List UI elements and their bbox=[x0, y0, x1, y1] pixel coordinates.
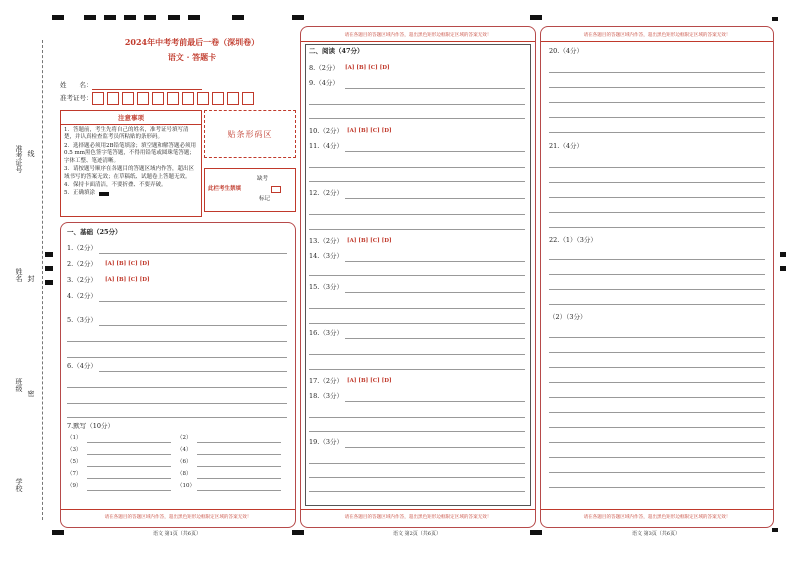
notice-box bbox=[60, 110, 202, 217]
binding-line bbox=[42, 40, 43, 520]
blank-line[interactable] bbox=[87, 490, 171, 491]
question-20: 20.（4分） bbox=[549, 47, 583, 55]
absent-box bbox=[204, 168, 296, 212]
answer-line[interactable] bbox=[345, 447, 525, 448]
filled-sample bbox=[99, 192, 109, 196]
question-16: 16.（3分） bbox=[309, 329, 343, 337]
blank-line[interactable] bbox=[197, 466, 281, 467]
blank-line[interactable] bbox=[197, 442, 281, 443]
question-13: 13.（2分） bbox=[309, 237, 343, 245]
timing-mark bbox=[45, 252, 53, 257]
answer-line[interactable] bbox=[549, 167, 765, 168]
answer-line[interactable] bbox=[67, 387, 287, 388]
answer-line[interactable] bbox=[549, 227, 765, 228]
answer-line[interactable] bbox=[549, 472, 765, 473]
divider bbox=[301, 509, 535, 510]
answer-line[interactable] bbox=[345, 261, 525, 262]
blank-label: （1） bbox=[67, 435, 82, 441]
answer-line[interactable] bbox=[549, 412, 765, 413]
blank-label: （3） bbox=[67, 447, 82, 453]
warning-text: 请在各题目的答题区域内作答，超出黑色矩形边框限定区域的答案无效！ bbox=[104, 515, 252, 520]
question-9: 9.（4分） bbox=[309, 79, 339, 87]
id-boxes[interactable] bbox=[92, 92, 254, 105]
timing-mark bbox=[188, 15, 200, 20]
barcode-area bbox=[204, 110, 296, 158]
seal-mark: 封 bbox=[27, 275, 35, 282]
question-15: 15.（3分） bbox=[309, 283, 343, 291]
answer-line[interactable] bbox=[345, 401, 525, 402]
answer-line[interactable] bbox=[309, 214, 525, 215]
question-3: 3.（2分） bbox=[67, 276, 97, 284]
options-q13[interactable]: [A] [B] [C] [D] bbox=[347, 238, 392, 244]
answer-line[interactable] bbox=[549, 442, 765, 443]
question-10: 10.（2分） bbox=[309, 127, 343, 135]
answer-line[interactable] bbox=[309, 477, 525, 478]
timing-mark bbox=[144, 15, 156, 20]
answer-line[interactable] bbox=[345, 292, 525, 293]
timing-mark bbox=[45, 266, 53, 271]
timing-mark bbox=[84, 15, 96, 20]
blank-label: （7） bbox=[67, 471, 82, 477]
options-q8[interactable]: [A] [B] [C] [D] bbox=[345, 65, 390, 71]
question-2: 2.（2分） bbox=[67, 260, 97, 268]
answer-line[interactable] bbox=[549, 397, 765, 398]
notice-item: 2．选择题必须用2B铅笔填涂；填空题和解答题必须用0.5 mm黑色签字笔答题，不得用铅笔或圆珠笔答题；字体工整、笔迹清晰。 bbox=[64, 142, 197, 164]
timing-mark bbox=[104, 15, 116, 20]
blank-label: （5） bbox=[67, 459, 82, 465]
blank-line[interactable] bbox=[87, 466, 171, 467]
blank-line[interactable] bbox=[197, 478, 281, 479]
blank-line[interactable] bbox=[87, 454, 171, 455]
answer-line[interactable] bbox=[309, 431, 525, 432]
question-11: 11.（4分） bbox=[309, 142, 343, 150]
binding-field-id: 准考证号 bbox=[15, 145, 23, 173]
answer-line[interactable] bbox=[549, 117, 765, 118]
answer-line[interactable] bbox=[549, 367, 765, 368]
warning-text: 请在各题目的答题区域内作答，超出黑色矩形边框限定区域的答案无效！ bbox=[583, 33, 731, 38]
answer-line[interactable] bbox=[309, 118, 525, 119]
notice-item: 1．答题前，考生先将自己的姓名，准考证号填写清楚，并认真检查监考员所粘贴的条形码。 bbox=[64, 127, 189, 141]
absent-missing: 缺考 bbox=[257, 176, 269, 182]
question-12: 12.（2分） bbox=[309, 189, 343, 197]
question-6: 6.（4分） bbox=[67, 362, 97, 370]
blank-label: （6） bbox=[177, 459, 192, 465]
question-1: 1.（2分） bbox=[67, 244, 97, 252]
name-label: 姓 名： bbox=[60, 81, 93, 89]
answer-line[interactable] bbox=[309, 354, 525, 355]
answer-line[interactable] bbox=[67, 417, 287, 418]
notice-item: 3．请按题号顺序在各题目的答题区域内作答，超出区域书写的答案无效；在草稿纸、试题卷上答题无效。 bbox=[64, 166, 195, 180]
answer-line[interactable] bbox=[549, 289, 765, 290]
barcode-label: 贴条形码区 bbox=[227, 129, 273, 139]
page2-footer: 语文 第2页（共6页） bbox=[393, 531, 441, 537]
timing-mark bbox=[780, 266, 786, 271]
page2-answer-panel bbox=[300, 26, 536, 528]
answer-line[interactable] bbox=[99, 371, 287, 372]
warning-text: 请在各题目的答题区域内作答，超出黑色矩形边框限定区域的答案无效！ bbox=[583, 515, 731, 520]
notice-item: 5．正确填涂 bbox=[64, 190, 95, 197]
answer-line[interactable] bbox=[309, 369, 525, 370]
answer-line[interactable] bbox=[549, 337, 765, 338]
absent-mark: 标记 bbox=[259, 196, 271, 202]
sheet-subtitle: 语文 · 答题卡 bbox=[167, 52, 217, 62]
answer-line[interactable] bbox=[309, 104, 525, 105]
exam-title: 2024年中考考前最后一卷（深圳卷） bbox=[124, 37, 260, 47]
warning-text: 请在各题目的答题区域内作答，超出黑色矩形边框限定区域的答案无效！ bbox=[344, 515, 492, 520]
timing-mark bbox=[772, 17, 778, 21]
blank-line[interactable] bbox=[197, 454, 281, 455]
answer-line[interactable] bbox=[549, 274, 765, 275]
answer-line[interactable] bbox=[99, 253, 287, 254]
answer-line[interactable] bbox=[345, 338, 525, 339]
blank-label: （9） bbox=[67, 483, 82, 489]
answer-line[interactable] bbox=[99, 325, 287, 326]
question-14: 14.（3分） bbox=[309, 252, 343, 260]
question-4: 4.（2分） bbox=[67, 292, 97, 300]
blank-line[interactable] bbox=[87, 442, 171, 443]
blank-line[interactable] bbox=[197, 490, 281, 491]
timing-mark bbox=[780, 252, 786, 257]
binding-field-name: 姓名 bbox=[15, 268, 23, 282]
seal-mark: 线 bbox=[27, 150, 35, 157]
binding-field-class: 班级 bbox=[15, 378, 23, 392]
answer-line[interactable] bbox=[99, 301, 287, 302]
answer-line[interactable] bbox=[67, 357, 287, 358]
timing-mark bbox=[124, 15, 136, 20]
options-q17[interactable]: [A] [B] [C] [D] bbox=[347, 378, 392, 384]
answer-line[interactable] bbox=[309, 229, 525, 230]
answer-line[interactable] bbox=[309, 323, 525, 324]
answer-line[interactable] bbox=[345, 88, 525, 89]
answer-line[interactable] bbox=[549, 259, 765, 260]
answer-line[interactable] bbox=[309, 463, 525, 464]
answer-line[interactable] bbox=[309, 275, 525, 276]
timing-mark bbox=[232, 15, 244, 20]
answer-line[interactable] bbox=[345, 151, 525, 152]
blank-line[interactable] bbox=[87, 478, 171, 479]
blank-label: （8） bbox=[177, 471, 192, 477]
timing-mark bbox=[292, 15, 304, 20]
timing-mark bbox=[530, 15, 542, 20]
answer-line[interactable] bbox=[309, 491, 525, 492]
question-21: 21.（4分） bbox=[549, 142, 583, 150]
page3-footer: 语文 第3页（共6页） bbox=[632, 531, 680, 537]
timing-mark bbox=[45, 280, 53, 285]
answer-line[interactable] bbox=[549, 182, 765, 183]
blank-label: （10） bbox=[177, 483, 195, 489]
question-8: 8.（2分） bbox=[309, 64, 339, 72]
answer-line[interactable] bbox=[549, 197, 765, 198]
question-18: 18.（3分） bbox=[309, 392, 343, 400]
timing-mark bbox=[168, 15, 180, 20]
section-reading: 二、阅读（47分） bbox=[309, 47, 364, 55]
answer-line[interactable] bbox=[549, 132, 765, 133]
answer-line[interactable] bbox=[309, 181, 525, 182]
answer-line[interactable] bbox=[345, 198, 525, 199]
warning-text: 请在各题目的答题区域内作答，超出黑色矩形边框限定区域的答案无效！ bbox=[344, 33, 492, 38]
answer-line[interactable] bbox=[67, 403, 287, 404]
options-q3[interactable]: [A] [B] [C] [D] bbox=[105, 277, 150, 283]
answer-line[interactable] bbox=[549, 304, 765, 305]
divider bbox=[301, 41, 535, 42]
options-q10[interactable]: [A] [B] [C] [D] bbox=[347, 128, 392, 134]
answer-line[interactable] bbox=[549, 487, 765, 488]
id-label: 准考证号： bbox=[60, 94, 93, 102]
binding-field-school: 学校 bbox=[15, 478, 23, 492]
name-field[interactable] bbox=[92, 89, 202, 90]
notice-item: 4．保持卡面清洁，不要折叠、不要弄破。 bbox=[64, 181, 167, 188]
absent-label: 此栏考生禁填 bbox=[208, 186, 242, 192]
answer-line[interactable] bbox=[309, 167, 525, 168]
question-5: 5.（3分） bbox=[67, 316, 97, 324]
answer-line[interactable] bbox=[549, 102, 765, 103]
answer-line[interactable] bbox=[549, 212, 765, 213]
divider bbox=[541, 41, 773, 42]
seal-mark: 密 bbox=[27, 390, 35, 397]
question-22-2: （2）（3分） bbox=[549, 313, 587, 321]
divider bbox=[61, 509, 295, 510]
answer-line[interactable] bbox=[549, 72, 765, 73]
answer-line[interactable] bbox=[309, 417, 525, 418]
page1-answer-panel bbox=[60, 222, 296, 528]
question-22-1: 22.（1）（3分） bbox=[549, 236, 597, 244]
options-q2[interactable]: [A] [B] [C] [D] bbox=[105, 261, 150, 267]
blank-label: （4） bbox=[177, 447, 192, 453]
notice-title: 注意事项 bbox=[61, 111, 201, 125]
page3-answer-panel bbox=[540, 26, 774, 528]
page1-footer: 语文 第1页（共6页） bbox=[153, 531, 201, 537]
blank-label: （2） bbox=[177, 435, 192, 441]
timing-mark bbox=[52, 15, 64, 20]
answer-line[interactable] bbox=[549, 457, 765, 458]
timing-mark bbox=[772, 528, 778, 532]
answer-line[interactable] bbox=[549, 87, 765, 88]
answer-line[interactable] bbox=[309, 308, 525, 309]
answer-line[interactable] bbox=[67, 341, 287, 342]
question-19: 19.（3分） bbox=[309, 438, 343, 446]
question-7: 7.默写（10分） bbox=[67, 422, 114, 430]
divider bbox=[541, 509, 773, 510]
section-basic: 一、基础（25分） bbox=[67, 228, 122, 236]
absent-checkbox[interactable] bbox=[271, 186, 281, 193]
answer-line[interactable] bbox=[549, 382, 765, 383]
answer-line[interactable] bbox=[549, 427, 765, 428]
answer-line[interactable] bbox=[549, 352, 765, 353]
question-17: 17.（2分） bbox=[309, 377, 343, 385]
